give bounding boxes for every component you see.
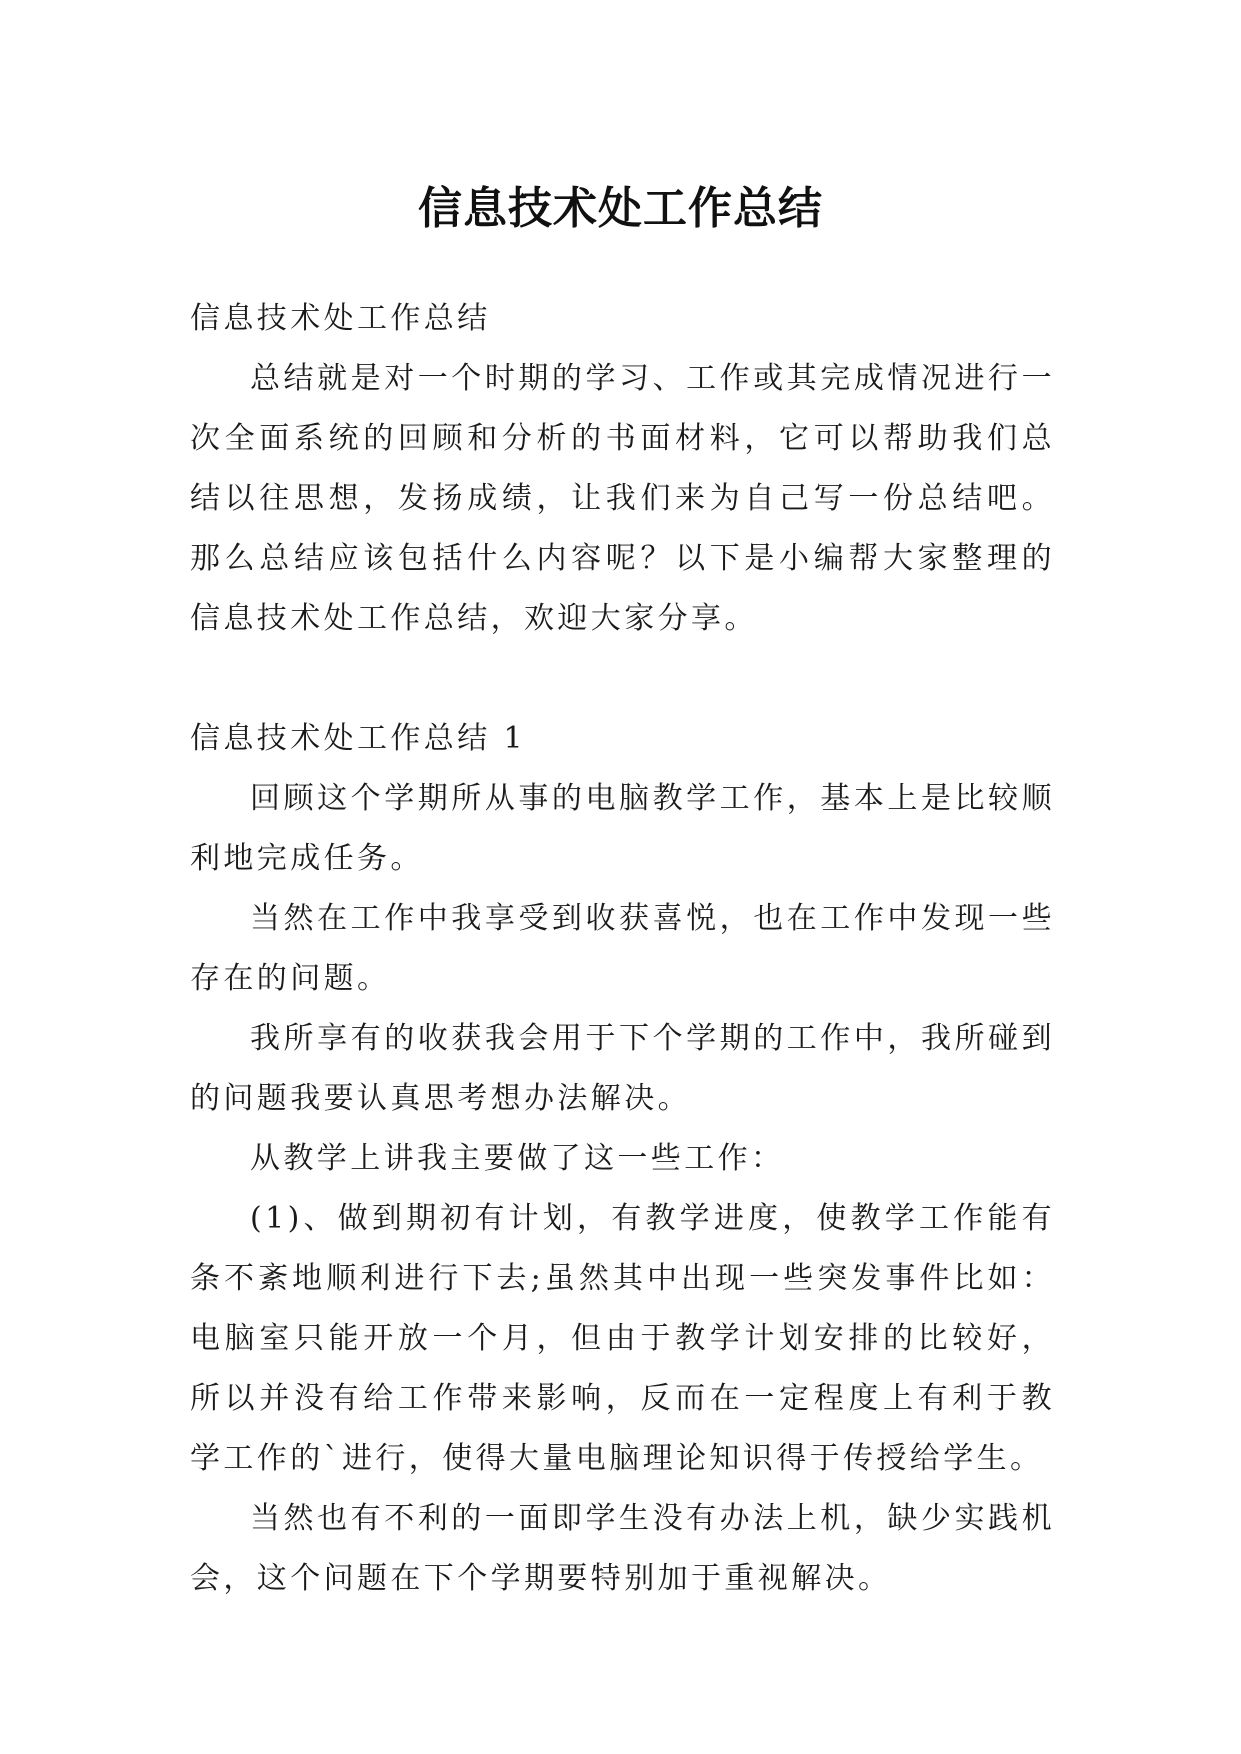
section-1-paragraph: 回顾这个学期所从事的电脑教学工作，基本上是比较顺利地完成任务。 <box>190 781 1055 876</box>
intro-paragraph: 总结就是对一个时期的学习、工作或其完成情况进行一次全面系统的回顾和分析的书面材料，它可以帮助我们总结以往思想，发扬成绩，让我们来为自己写一份总结吧。那么总结应该包括什么内容呢？以下是小编帮大家整理的信息技术处工作总结，欢迎大家分享。 <box>190 361 1055 636</box>
section-spacer <box>190 649 1055 709</box>
section-1-heading: 信息技术处工作总结 1 <box>190 721 527 756</box>
document-title: 信息技术处工作总结 <box>418 183 823 235</box>
section-1-paragraph: (1)、做到期初有计划，有教学进度，使教学工作能有条不紊地顺利进行下去;虽然其中出现一些突发事件比如：电脑室只能开放一个月，但由于教学计划安排的比较好，所以并没有给工作带来影响，反而在一定程度上有利于教学工作的`进行，使得大量电脑理论知识得于传授给学生。 <box>190 1201 1055 1476</box>
section-1-paragraph: 我所享有的收获我会用于下个学期的工作中，我所碰到的问题我要认真思考想办法解决。 <box>190 1021 1055 1116</box>
intro-heading: 信息技术处工作总结 <box>190 301 491 336</box>
section-1-paragraph: 当然也有不利的一面即学生没有办法上机，缺少实践机会，这个问题在下个学期要特别加于重视解决。 <box>190 1501 1055 1596</box>
section-1-paragraph: 当然在工作中我享受到收获喜悦，也在工作中发现一些存在的问题。 <box>190 901 1055 996</box>
document-body <box>190 289 1055 1609</box>
section-1-paragraph: 从教学上讲我主要做了这一些工作： <box>250 1141 785 1176</box>
